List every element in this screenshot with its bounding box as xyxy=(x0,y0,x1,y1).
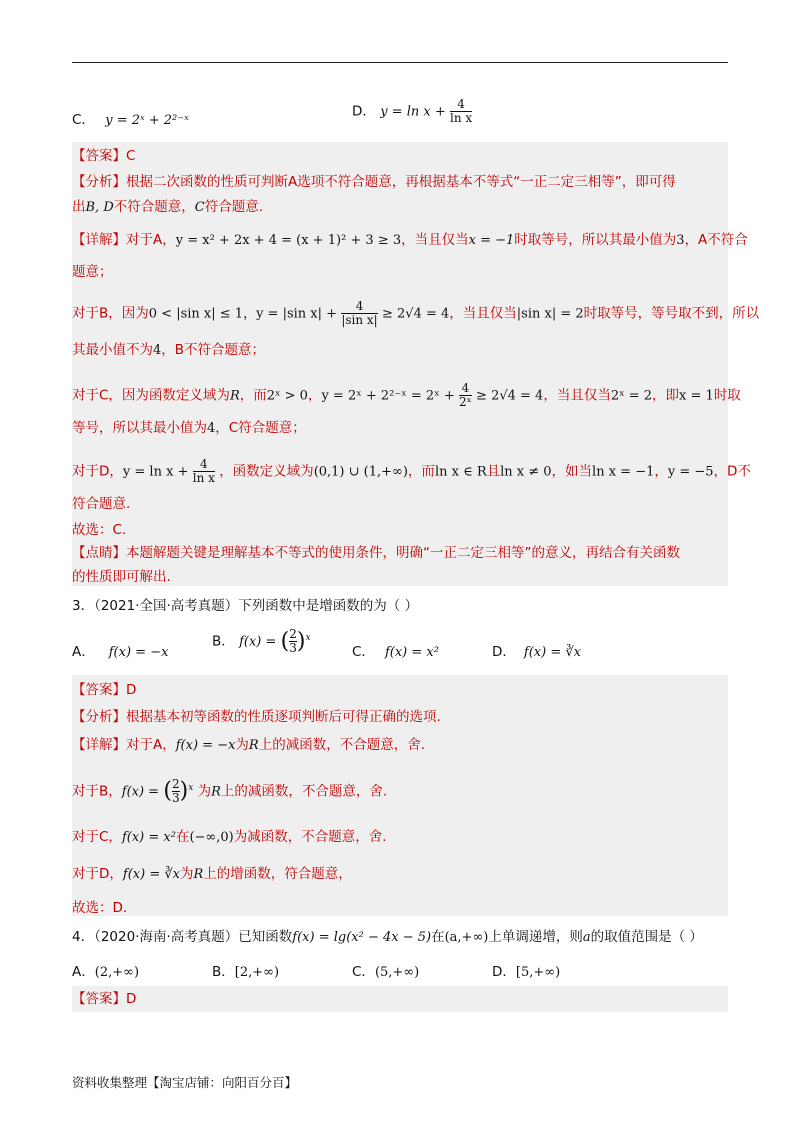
detail-line-b: 对于B，因为0 < |sin x| ≤ 1，y = |sin x| + $\frac{4}{\text{|sin x|}}$ ≥ 2√4 = 4，当且仅当|sin x| = 2时取等号，等号取不到，所以 xyxy=(72,299,760,327)
solution-block-q4 xyxy=(72,986,728,1012)
detail-line-a2: 题意； xyxy=(72,264,113,280)
fraction: $\frac{4}{\text{ln x}}$ xyxy=(192,457,215,485)
q3-option-b: B． f(x) = ( $\frac{2}{3}$ )$^x$ xyxy=(212,627,311,655)
choose-line: 故选：C. xyxy=(72,522,127,538)
comment-line: 【点睛】本题解题关键是理解基本不等式的使用条件，明确“一正二定三相等”的意义，再结合有关函数 xyxy=(72,545,680,561)
q3-answer: 【答案】D xyxy=(72,682,137,698)
option-label: C． xyxy=(72,112,95,128)
fraction: $\frac{4}{\text{|sin x|}}$ xyxy=(341,299,378,327)
option-expression: y = ln x + xyxy=(380,104,446,120)
q4-option-c: C．(5,+∞) xyxy=(352,964,420,980)
fraction: $\frac{4}{\text{2ˣ}}$ xyxy=(459,381,472,409)
option-d xyxy=(352,98,472,125)
fraction: $\frac{4}{\text{ln x}}$ xyxy=(450,97,473,125)
detail-line-b2: 其最小值不为4，B不符合题意； xyxy=(72,342,266,358)
q4-option-d: D．[5,+∞) xyxy=(492,964,561,980)
detail-line-c: 对于C，因为函数定义域为R，而2ˣ > 0，y = 2ˣ + 2²⁻ˣ = 2ˣ + $\frac{4}{\text{2ˣ}}$ ≥ 2√4 = 4，当且仅当2ˣ = 2，即x = 1时取 xyxy=(72,381,741,409)
q3-detail-b: 对于B，f(x) = ( $\frac{2}{3}$ )$^x$ 为R上的减函数，不合题意，舍. xyxy=(72,777,388,805)
header-rule xyxy=(72,62,728,63)
detail-line-a: 【详解】对于A，y = x² + 2x + 4 = (x + 1)² + 3 ≥ 3，当且仅当x = −1时取等号，所以其最小值为3，A不符合 xyxy=(72,232,748,248)
q3-detail-d: 对于D，f(x) = ∛x为R上的增函数，符合题意， xyxy=(72,866,352,882)
q3-analysis: 【分析】根据基本初等函数的性质逐项判断后可得正确的选项. xyxy=(72,709,441,725)
fraction: $\frac{2}{3}$ xyxy=(289,627,297,655)
option-c xyxy=(72,108,189,128)
comment-line-2: 的性质即可解出. xyxy=(72,569,171,585)
q4-answer: 【答案】D xyxy=(72,991,137,1007)
question-4-stem: 4．（2020·海南·高考真题）已知函数f(x) = lg(x² − 4x − 5)在(a,+∞)上单调递增，则a的取值范围是（ ） xyxy=(72,929,703,945)
question-3-stem: 3．（2021·全国·高考真题）下列函数中是增函数的为（ ） xyxy=(72,598,419,614)
detail-line-d2: 符合题意. xyxy=(72,496,131,512)
q3-choose: 故选：D. xyxy=(72,900,128,916)
q3-option-d: D． f(x) = ∛x xyxy=(492,644,581,660)
option-label: D． xyxy=(352,103,376,120)
q3-option-a: A． f(x) = −x xyxy=(72,644,169,660)
analysis-line: 【分析】根据二次函数的性质可判断A选项不符合题意，再根据基本不等式“一正二定三相等”，即可得 xyxy=(72,174,676,190)
fraction: $\frac{2}{3}$ xyxy=(171,777,180,805)
option-expression: y = 2ˣ + 2²⁻ˣ xyxy=(105,113,189,128)
analysis-line-2: 出B, D不符合题意，C符合题意. xyxy=(72,199,263,215)
q3-detail-c: 对于C，f(x) = x²在(−∞,0)为减函数，不合题意，舍. xyxy=(72,829,387,845)
q3-detail-a: 【详解】对于A，f(x) = −x为R上的减函数，不合题意，舍. xyxy=(72,737,426,753)
q4-option-b: B．[2,+∞) xyxy=(212,964,280,980)
q4-option-a: A．(2,+∞) xyxy=(72,964,140,980)
detail-line-d: 对于D，y = ln x + $\frac{4}{\text{ln x}}$ ，函数定义域为(0,1) ∪ (1,+∞)，而ln x ∈ R且ln x ≠ 0，如当ln x = −1，y = −5，D不 xyxy=(72,457,751,485)
q3-option-c: C． f(x) = x² xyxy=(352,644,439,660)
footer-text: 资料收集整理【淘宝店铺：向阳百分百】 xyxy=(72,1075,298,1090)
answer-line: 【答案】C xyxy=(72,148,136,164)
detail-line-c2: 等号，所以其最小值为4，C符合题意； xyxy=(72,420,306,436)
